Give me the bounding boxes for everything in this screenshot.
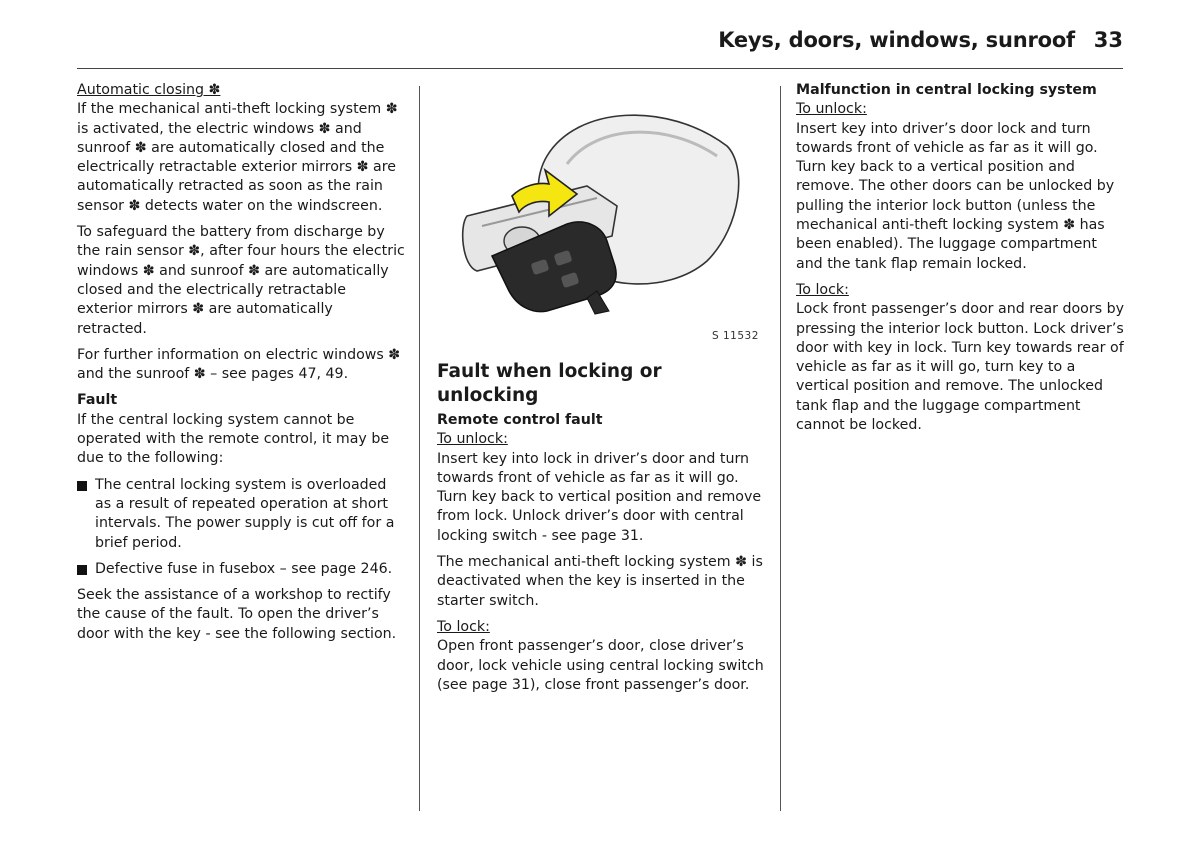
column-right (796, 81, 1124, 442)
column-divider-1 (419, 86, 420, 811)
malfunction-lock-section (796, 281, 1124, 435)
header-rule (77, 68, 1123, 69)
lock-text: Open front passenger’s door, close driver’s door, lock vehicle using central locking switch (see page 31), close front passenger’s door. (437, 638, 764, 693)
auto-closing-heading: Automatic closing ✽ (77, 82, 221, 98)
auto-closing-section (77, 81, 405, 216)
remote-lock-section (437, 618, 767, 695)
further-info-paragraph: For further information on electric windows ✽ and the sunroof ✽ – see pages 47, 49. (77, 346, 401, 383)
unlock-label: To unlock: (437, 431, 508, 448)
page-number: 33 (1093, 28, 1123, 52)
lock-label: To lock: (437, 618, 490, 635)
fault-text: If the central locking system cannot be operated with the remote control, it may be due to the following: (77, 411, 390, 467)
column-left (77, 81, 405, 651)
chapter-title: Keys, doors, windows, sunroof (718, 28, 1075, 52)
unlock-text: Insert key into lock in driver’s door and turn towards front of vehicle as far as it will go. Turn key back to vertical position and remove from lock. Unlock driver’s door with central locking switch - see page 31. (437, 450, 762, 544)
fault-section (77, 391, 405, 468)
malfunction-unlock-label: To unlock: (796, 101, 867, 118)
section-heading: Fault when locking or unlocking (437, 361, 662, 406)
malfunction-unlock-section (796, 81, 1124, 274)
illustration-code: S 11532 (712, 330, 759, 342)
seek-assistance-paragraph: Seek the assistance of a workshop to rectify the cause of the fault. To open the driver’s door with the key - see the following section. (77, 587, 397, 642)
antitheft-paragraph: The mechanical anti-theft locking system ✽ is deactivated when the key is inserted in the starter switch. (437, 554, 763, 609)
battery-paragraph: To safeguard the battery from discharge by the rain sensor ✽, after four hours the electric windows ✽ and sunroof ✽ are automatically closed and the electrically retractable exterior mirrors ✽ are automatically retracted. (77, 224, 405, 337)
bullet-item-overload: The central locking system is overloaded as a result of repeated operation at short intervals. The power supply is cut off for a brief period. (77, 476, 405, 553)
malfunction-lock-text: Lock front passenger’s door and rear doors by pressing the interior lock button. Lock driver’s door with key in lock. Turn key towards rear of vehicle as far as it will go, turn key to a vertical position and remove. The unlocked tank flap and the luggage compartment cannot be locked. (796, 301, 1125, 434)
bullet-item-fuse: Defective fuse in fusebox – see page 246. (77, 560, 405, 579)
malfunction-heading: Malfunction in central locking system (796, 82, 1097, 98)
column-middle (437, 360, 767, 702)
column-divider-2 (780, 86, 781, 811)
key-in-door-lock-illustration (437, 86, 767, 348)
malfunction-lock-label: To lock: (796, 281, 849, 298)
remote-fault-heading: Remote control fault (437, 412, 603, 428)
malfunction-unlock-text: Insert key into driver’s door lock and turn towards front of vehicle as far as it will go. Turn key back to a vertical position and remove. The other doors can be unlocked by pulling the interior lock button (unless the mechanical anti-theft locking system ✽ has been enabled). The luggage compartment and the tank flap remain locked. (796, 120, 1115, 272)
fault-heading: Fault (77, 392, 118, 409)
auto-closing-text: If the mechanical anti-theft locking system ✽ is activated, the electric windows ✽ and sunroof ✽ are automatically closed and the electrically retractable exterior mirrors ✽ are automatically retracted as soon as the rain sensor ✽ detects water on the windscreen. (77, 101, 398, 214)
remote-unlock-section (437, 430, 767, 546)
